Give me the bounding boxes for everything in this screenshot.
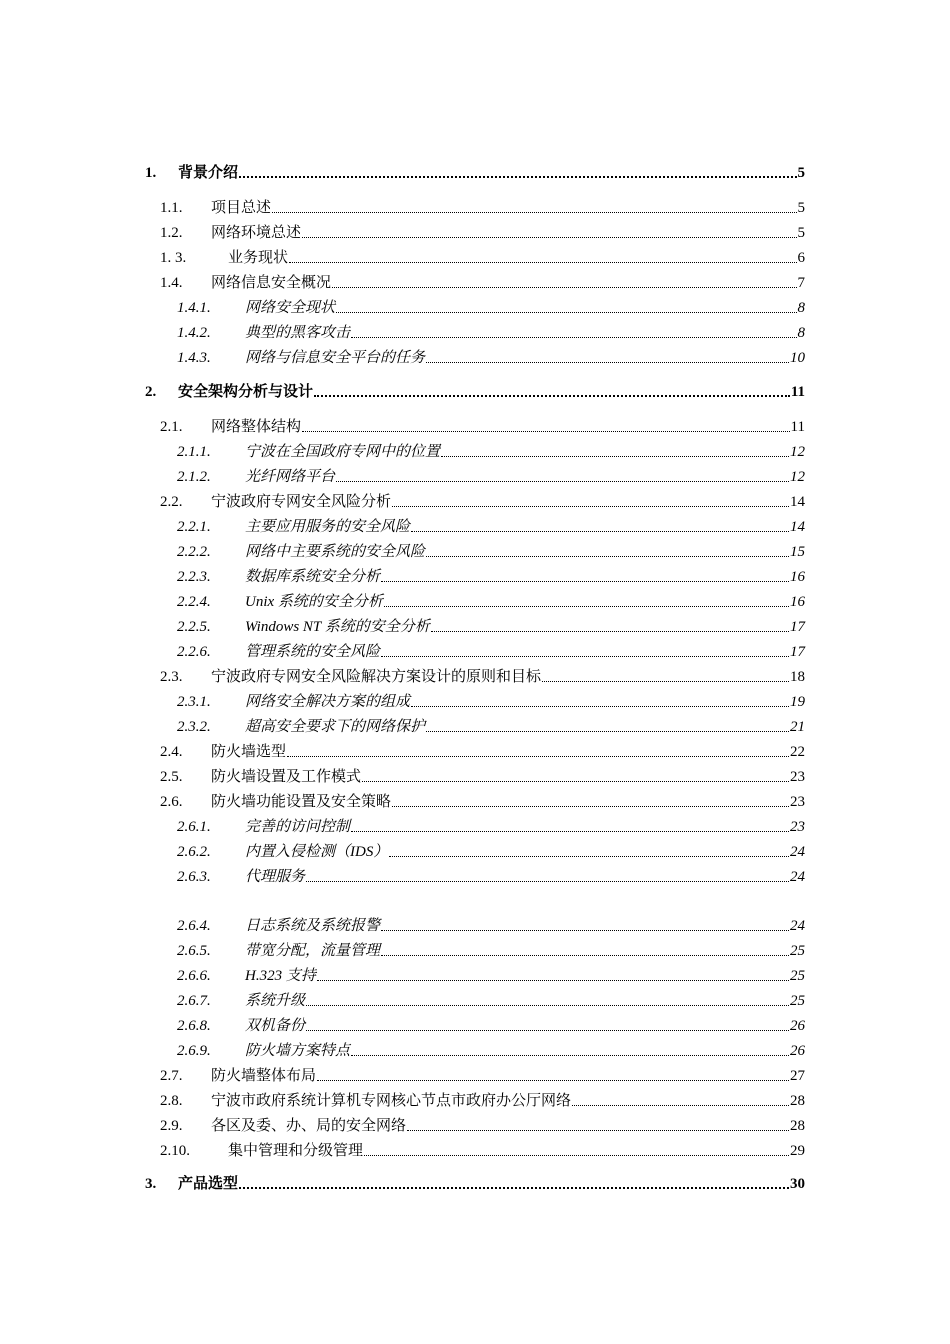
toc-entry-number: 2.6.6. [177, 968, 211, 984]
toc-entry-title: Unix 系统的安全分析 [245, 594, 383, 610]
toc-entry[interactable] [177, 839, 805, 861]
toc-entry-number: 2.1.2. [177, 469, 211, 485]
toc-dot-leader [317, 980, 789, 981]
toc-dot-leader [287, 756, 789, 757]
toc-entry[interactable] [177, 1038, 805, 1060]
toc-entry-title: 光纤网络平台 [245, 469, 336, 485]
toc-entry-page-number: 17 [790, 644, 805, 660]
toc-entry-page-number: 14 [790, 519, 805, 535]
toc-entry-page-number: 11 [790, 384, 805, 400]
toc-entry-number: 2.2.4. [177, 594, 211, 610]
toc-dot-leader [272, 212, 796, 213]
toc-entry-title: 宁波政府专网安全风险解决方案设计的原则和目标 [211, 669, 542, 685]
toc-entry[interactable] [177, 345, 805, 367]
toc-dot-leader [441, 456, 789, 457]
toc-dot-leader [411, 706, 789, 707]
toc-entry-number: 2.3.1. [177, 694, 211, 710]
toc-entry[interactable] [177, 464, 805, 486]
toc-entry-number: 1.1. [160, 200, 183, 216]
toc-entry[interactable] [160, 220, 805, 242]
toc-entry-title: 产品选型 [178, 1176, 239, 1192]
toc-entry-title: 宁波市政府系统计算机专网核心节点市政府办公厅网络 [211, 1093, 572, 1109]
toc-dot-leader [351, 831, 789, 832]
toc-entry-title: 防火墙设置及工作模式 [211, 769, 362, 785]
toc-entry-number: 1.4.2. [177, 325, 211, 341]
toc-entry-page-number: 5 [797, 225, 805, 241]
toc-entry-number: 2.6.7. [177, 993, 211, 1009]
toc-entry-number: 1.4. [160, 275, 183, 291]
toc-entry-page-number: 12 [790, 444, 805, 460]
toc-entry-number: 2.2.1. [177, 519, 211, 535]
toc-entry[interactable] [145, 379, 805, 401]
toc-entry[interactable] [177, 988, 805, 1010]
toc-entry-number: 2.1.1. [177, 444, 211, 460]
toc-entry-number: 2.2.6. [177, 644, 211, 660]
toc-entry-title: 业务现状 [228, 250, 289, 266]
toc-entry-title: 完善的访问控制 [245, 819, 351, 835]
toc-entry-page-number: 24 [790, 844, 805, 860]
toc-entry-title: 项目总述 [211, 200, 272, 216]
toc-entry-title: 安全架构分析与设计 [178, 384, 314, 400]
toc-entry-number: 2.6.2. [177, 844, 211, 860]
toc-entry-page-number: 21 [790, 719, 805, 735]
toc-dot-leader [239, 1187, 789, 1189]
toc-entry-page-number: 25 [790, 943, 805, 959]
toc-dot-leader [426, 731, 789, 732]
toc-entry-page-number: 27 [790, 1068, 805, 1084]
toc-entry-number: 2.2.3. [177, 569, 211, 585]
toc-entry-title: 各区及委、办、局的安全网络 [211, 1118, 407, 1134]
toc-dot-leader [306, 881, 789, 882]
toc-entry-page-number: 5 [797, 165, 805, 181]
toc-entry-number: 2.7. [160, 1068, 183, 1084]
toc-dot-leader [351, 337, 796, 338]
toc-entry-title: 网络信息安全概况 [211, 275, 332, 291]
toc-entry[interactable] [177, 539, 805, 561]
toc-entry-page-number: 25 [790, 968, 805, 984]
toc-entry-title: 网络安全解决方案的组成 [245, 694, 411, 710]
toc-entry[interactable] [177, 814, 805, 836]
toc-entry-page-number: 10 [790, 350, 805, 366]
toc-dot-leader [431, 631, 789, 632]
toc-entry[interactable] [177, 439, 805, 461]
toc-entry[interactable] [177, 1013, 805, 1035]
toc-entry-page-number: 25 [790, 993, 805, 1009]
toc-entry[interactable] [160, 1088, 805, 1110]
toc-entry-number: 2.6.1. [177, 819, 211, 835]
toc-entry-page-number: 14 [790, 494, 805, 510]
toc-entry-page-number: 19 [790, 694, 805, 710]
toc-entry-title: 主要应用服务的安全风险 [245, 519, 411, 535]
toc-entry-number: 2.1. [160, 419, 183, 435]
toc-entry[interactable] [177, 589, 805, 611]
toc-entry-number: 2.2.5. [177, 619, 211, 635]
toc-dot-leader [336, 481, 789, 482]
toc-entry-number: 2.10. [160, 1143, 190, 1159]
toc-dot-leader [317, 1080, 789, 1081]
toc-entry[interactable] [177, 864, 805, 886]
toc-entry-number: 2.8. [160, 1093, 183, 1109]
toc-entry-number: 3. [145, 1176, 157, 1192]
toc-entry-number: 2.9. [160, 1118, 183, 1134]
toc-entry-title: H.323 支持 [245, 968, 316, 984]
toc-entry-page-number: 8 [797, 300, 805, 316]
toc-entry[interactable] [177, 614, 805, 636]
toc-entry-page-number: 30 [790, 1176, 805, 1192]
toc-dot-leader [351, 1055, 789, 1056]
toc-entry-number: 2.6.4. [177, 918, 211, 934]
toc-entry-title: 防火墙功能设置及安全策略 [211, 794, 392, 810]
toc-entry-number: 2. [145, 384, 157, 400]
toc-dot-leader [426, 362, 789, 363]
toc-entry-number: 2.2.2. [177, 544, 211, 560]
toc-entry[interactable] [160, 664, 805, 686]
toc-entry[interactable] [177, 514, 805, 536]
toc-entry-title: 系统升级 [245, 993, 306, 1009]
toc-entry-number: 1. 3. [160, 250, 187, 266]
toc-entry-page-number: 23 [790, 769, 805, 785]
toc-entry-page-number: 17 [790, 619, 805, 635]
toc-entry-page-number: 29 [790, 1143, 805, 1159]
toc-entry[interactable] [160, 414, 805, 436]
toc-entry-title: 超高安全要求下的网络保护 [245, 719, 426, 735]
toc-entry-number: 2.2. [160, 494, 183, 510]
toc-entry-page-number: 5 [797, 200, 805, 216]
toc-dot-leader [411, 531, 789, 532]
toc-entry[interactable] [160, 1113, 805, 1135]
toc-entry-title: 双机备份 [245, 1018, 306, 1034]
toc-dot-leader [239, 176, 796, 178]
toc-entry[interactable] [160, 245, 805, 267]
toc-entry-number: 1.2. [160, 225, 183, 241]
toc-entry[interactable] [177, 689, 805, 711]
toc-entry[interactable] [160, 1063, 805, 1085]
toc-entry-title: 网络中主要系统的安全风险 [245, 544, 426, 560]
toc-entry[interactable] [160, 195, 805, 217]
toc-dot-leader [572, 1105, 789, 1106]
toc-entry-title: 宁波政府专网安全风险分析 [211, 494, 392, 510]
toc-entry-title: 背景介绍 [178, 165, 239, 181]
toc-dot-leader [332, 287, 796, 288]
toc-dot-leader [289, 262, 796, 263]
toc-entry-title: 防火墙整体布局 [211, 1068, 317, 1084]
toc-entry[interactable] [177, 714, 805, 736]
toc-dot-leader [392, 506, 789, 507]
toc-entry-number: 1.4.1. [177, 300, 211, 316]
toc-dot-leader [362, 781, 789, 782]
toc-dot-leader [407, 1130, 789, 1131]
toc-entry-title: 代理服务 [245, 869, 306, 885]
toc-entry-title: 网络环境总述 [211, 225, 302, 241]
toc-entry[interactable] [177, 913, 805, 935]
toc-dot-leader [542, 681, 789, 682]
toc-entry-page-number: 11 [790, 419, 805, 435]
toc-entry-page-number: 16 [790, 594, 805, 610]
toc-entry[interactable] [160, 489, 805, 511]
toc-entry-title: 宁波在全国政府专网中的位置 [245, 444, 441, 460]
toc-entry-page-number: 8 [797, 325, 805, 341]
toc-entry[interactable] [177, 320, 805, 342]
toc-entry[interactable] [177, 938, 805, 960]
toc-dot-leader [381, 930, 789, 931]
toc-entry[interactable] [160, 739, 805, 761]
toc-entry-page-number: 22 [790, 744, 805, 760]
toc-entry[interactable] [145, 1171, 805, 1193]
toc-dot-leader [392, 806, 789, 807]
toc-entry-number: 2.4. [160, 744, 183, 760]
toc-entry-title: 网络安全现状 [245, 300, 336, 316]
toc-dot-leader [426, 556, 789, 557]
toc-entry-title: 典型的黑客攻击 [245, 325, 351, 341]
toc-entry-number: 2.3.2. [177, 719, 211, 735]
toc-entry-number: 2.6.9. [177, 1043, 211, 1059]
toc-dot-leader [364, 1155, 789, 1156]
toc-dot-leader [336, 312, 796, 313]
toc-entry-page-number: 28 [790, 1093, 805, 1109]
toc-entry-number: 2.6.3. [177, 869, 211, 885]
toc-entry-page-number: 28 [790, 1118, 805, 1134]
toc-entry-title: 日志系统及系统报警 [245, 918, 381, 934]
toc-entry-page-number: 23 [790, 819, 805, 835]
toc-entry[interactable] [177, 564, 805, 586]
toc-entry[interactable] [177, 295, 805, 317]
toc-entry-page-number: 6 [797, 250, 805, 266]
toc-entry-title: 网络与信息安全平台的任务 [245, 350, 426, 366]
toc-entry[interactable] [177, 639, 805, 661]
toc-entry-title: 防火墙方案特点 [245, 1043, 351, 1059]
toc-entry-page-number: 16 [790, 569, 805, 585]
toc-entry-title: 集中管理和分级管理 [228, 1143, 364, 1159]
toc-entry[interactable] [160, 1138, 805, 1160]
toc-entry[interactable] [160, 764, 805, 786]
toc-entry-number: 2.5. [160, 769, 183, 785]
toc-entry-title: 内置入侵检测（IDS） [245, 844, 389, 860]
toc-entry-title: Windows NT 系统的安全分析 [245, 619, 430, 635]
toc-entry-title: 网络整体结构 [211, 419, 302, 435]
toc-entry-number: 2.6.5. [177, 943, 211, 959]
toc-dot-leader [314, 395, 790, 397]
toc-entry-number: 1. [145, 165, 157, 181]
toc-dot-leader [381, 581, 789, 582]
toc-dot-leader [381, 955, 789, 956]
toc-dot-leader [306, 1005, 789, 1006]
toc-entry-page-number: 15 [790, 544, 805, 560]
toc-entry-title: 防火墙选型 [211, 744, 287, 760]
toc-entry[interactable] [177, 963, 805, 985]
toc-entry-title: 数据库系统安全分析 [245, 569, 381, 585]
toc-entry-page-number: 18 [790, 669, 805, 685]
toc-entry-number: 1.4.3. [177, 350, 211, 366]
toc-entry-page-number: 26 [790, 1043, 805, 1059]
toc-entry[interactable] [160, 789, 805, 811]
toc-entry-page-number: 24 [790, 869, 805, 885]
toc-entry-page-number: 26 [790, 1018, 805, 1034]
toc-dot-leader [302, 431, 790, 432]
toc-entry-page-number: 7 [797, 275, 805, 291]
toc-entry-number: 2.3. [160, 669, 183, 685]
toc-entry-title: 带宽分配，流量管理 [245, 943, 381, 959]
toc-entry-page-number: 24 [790, 918, 805, 934]
toc-entry-title: 管理系统的安全风险 [245, 644, 381, 660]
toc-entry[interactable] [160, 270, 805, 292]
toc-dot-leader [389, 856, 789, 857]
toc-dot-leader [302, 237, 796, 238]
toc-entry[interactable] [145, 160, 805, 182]
toc-dot-leader [306, 1030, 789, 1031]
toc-entry-number: 2.6. [160, 794, 183, 810]
toc-dot-leader [384, 606, 789, 607]
toc-entry-number: 2.6.8. [177, 1018, 211, 1034]
toc-entry-page-number: 23 [790, 794, 805, 810]
toc-dot-leader [381, 656, 789, 657]
toc-entry-page-number: 12 [790, 469, 805, 485]
